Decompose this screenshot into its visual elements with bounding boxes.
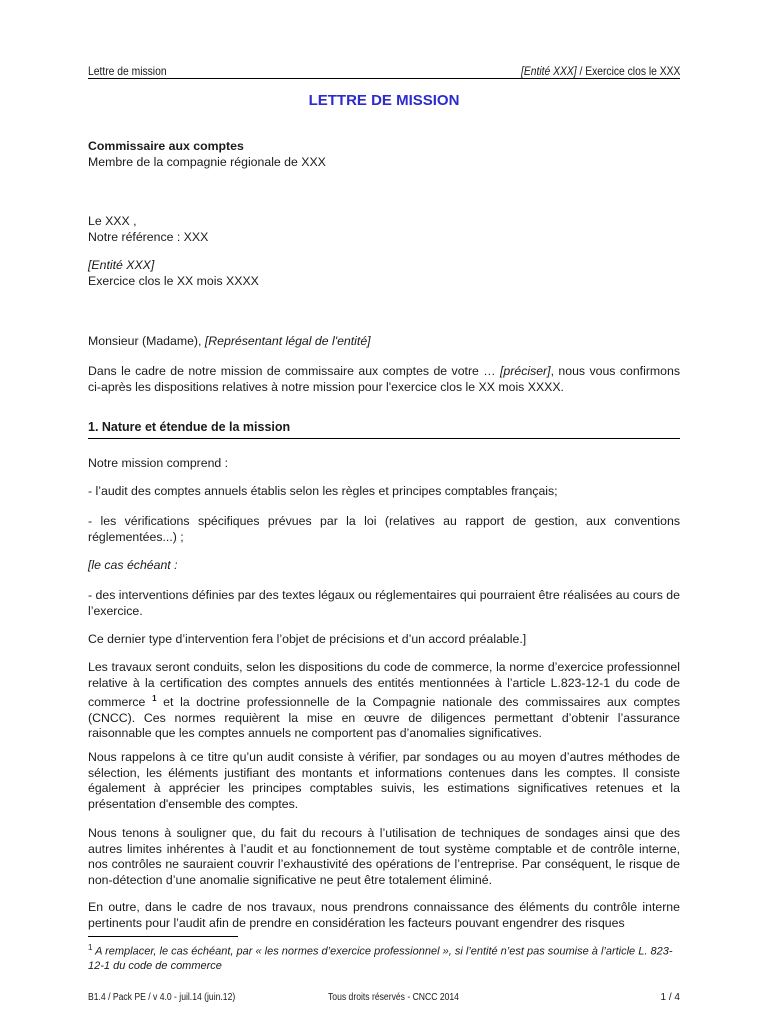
header-entity-info bbox=[495, 64, 680, 78]
letter-reference: Notre référence : XXX bbox=[88, 230, 209, 244]
footnote-text: A remplacer, le cas échéant, par « les normes d’exercice professionnel », si l’entité n’est pas soumise à l’article L. 823-12-1 du code de commerce bbox=[88, 945, 673, 972]
auditor-membership: Membre de la compagnie régionale de XXX bbox=[88, 155, 326, 169]
section-heading-text: 1. Nature et étendue de la mission bbox=[88, 420, 291, 434]
footnote-number: 1 bbox=[88, 943, 93, 952]
footnote bbox=[88, 941, 680, 973]
paragraph-audit-item: - l’audit des comptes annuels établis selon les règles et principes comptables français; bbox=[88, 484, 558, 498]
footer-page-number: 1 / 4 bbox=[660, 992, 680, 1003]
letter-entity: [Entité XXX] bbox=[88, 258, 155, 272]
intro-paragraph bbox=[88, 364, 680, 395]
paragraph-verification-item: - les vérifications spécifiques prévues par la loi (relatives au rapport de gestion, aux conventions réglementées...) ; bbox=[88, 514, 680, 544]
letter-date: Le XXX , bbox=[88, 214, 137, 228]
paragraph-mission-scope: Notre mission comprend : bbox=[88, 456, 229, 470]
paragraph-standards bbox=[88, 660, 680, 742]
paragraph-audit-definition: Nous rappelons à ce titre qu’un audit consiste à vérifier, par sondages ou au moyen d’autres méthodes de sélection, les éléments justifiant des montants et informations contenues dans les comptes. Il consiste également à apprécier les principes comptables suivis, les estimations significatives retenues et la présentation d'ensemble des comptes. bbox=[88, 750, 680, 811]
salutation bbox=[88, 334, 680, 350]
footnote-reference[interactable]: 1 bbox=[152, 694, 157, 704]
paragraph-interventions-item: - des interventions définies par des textes légaux ou réglementaires qui pourraient être réalisées au cours de l’exercice. bbox=[88, 588, 680, 618]
auditor-role: Commissaire aux comptes bbox=[88, 139, 244, 153]
page-header bbox=[88, 64, 680, 79]
standards-text-start: Les travaux seront conduits, selon les dispositions du code de commerce, la norme d’exercice professionnel relative à la certification des comptes annuels des entités mentionnées à l’article L.823-12-1 du code de commerce bbox=[88, 660, 680, 710]
letter-fiscal-year: Exercice clos le XX mois XXXX bbox=[88, 274, 259, 288]
paragraph-internal-control: En outre, dans le cadre de nos travaux, nous prendrons connaissance des éléments du contrôle interne pertinents pour l’audit afin de prendre en considération les facteurs pouvant engendrer des risques bbox=[88, 900, 680, 930]
paragraph-audit-limits: Nous tenons à souligner que, du fait du recours à l’utilisation de techniques de sondages ainsi que des autres limites inhérentes à l’audit et au fonctionnement de tout système comptable et de contrôle interne, nos contrôles ne sauraient couvrir l’exhaustivité des opérations de l’entreprise. Par conséquent, le risque de non-détection d’une anomalie significative ne peut être totalement éliminé. bbox=[88, 826, 680, 887]
header-fiscal-year: / Exercice clos le XXX bbox=[576, 64, 680, 78]
paragraph-optional-marker: [le cas échéant : bbox=[88, 558, 178, 572]
salutation-text: Monsieur (Madame), bbox=[88, 334, 205, 348]
paragraph-interventions-note: Ce dernier type d’intervention fera l’objet de précisions et d’un accord préalable.] bbox=[88, 632, 527, 646]
footer-copyright: Tous droits réservés - CNCC 2014 bbox=[328, 992, 459, 1003]
footnote-separator bbox=[88, 936, 238, 937]
section-heading bbox=[88, 420, 680, 439]
intro-text-start: Dans le cadre de notre mission de commissaire aux comptes de votre … bbox=[88, 364, 500, 378]
intro-text-end: , nous vous confirmons ci-après les dispositions relatives à notre mission pour l'exercice clos le XX mois XXXX. bbox=[88, 364, 680, 394]
footer-version: B1.4 / Pack PE / v 4.0 - juil.14 (juin.12) bbox=[88, 992, 236, 1003]
standards-text-end: et la doctrine professionnelle de la Compagnie nationale des commissaires aux comptes (CNCC). Ces normes requièrent la mise en œuvre de diligences permettant d’obtenir l’assurance raisonnable que les comptes annuels ne comportent pas d’anomalies significatives. bbox=[88, 695, 681, 741]
document-title: LETTRE DE MISSION bbox=[308, 92, 460, 109]
header-entity: [Entité XXX] bbox=[520, 64, 577, 78]
header-document-type: Lettre de mission bbox=[88, 64, 167, 78]
intro-placeholder: [préciser] bbox=[500, 364, 551, 378]
salutation-recipient: [Représentant légal de l'entité] bbox=[204, 334, 371, 348]
